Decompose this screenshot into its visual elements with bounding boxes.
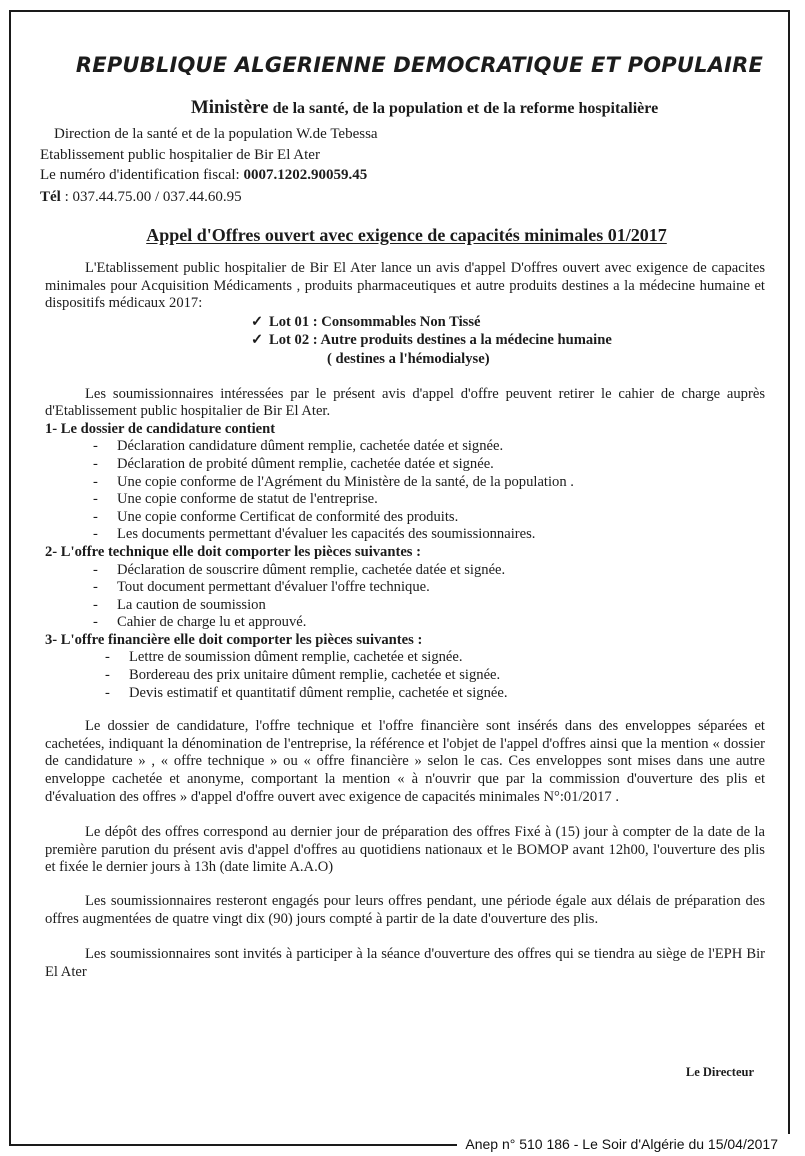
direction-line: Direction de la santé et de la population W.de Tebessa bbox=[54, 126, 378, 142]
list-item: - La caution de soumission bbox=[93, 597, 765, 615]
phone-line bbox=[40, 188, 242, 206]
envelopes-paragraph: Le dossier de candidature, l'offre technique et l'offre financière sont insérés dans des enveloppes séparées et cachetées, indiquant la dénomination de l'entreprise, la référence et l'objet de l'appel d'offres ainsi que la mention « dossier de candidature » , « offre technique » ou « offre financière » selon le cas. Ces enveloppes sont mises dans une autre enveloppe cachetée et anonyme, comportant la mention « à n'ouvrir que par la commission d'ouverture des plis et d'évaluation des offres » d'appel d'offre ouvert avec exigence de capacités minimales N°:01/2017 . bbox=[45, 718, 765, 805]
section-heading-financial: 3- L'offre financière elle doit comporter les pièces suivantes : bbox=[45, 631, 423, 648]
lot-label: Lot 01 : Consommables Non Tissé bbox=[269, 313, 481, 330]
check-icon: ✓ bbox=[251, 332, 264, 349]
notice-page bbox=[9, 10, 790, 1153]
tax-id-label: Le numéro d'identification fiscal: bbox=[40, 167, 244, 183]
notice-title bbox=[11, 224, 788, 246]
list-item: - Une copie conforme de statut de l'entreprise. bbox=[93, 491, 765, 509]
lot-label: Lot 02 : Autre produits destines a la médecine humaine bbox=[269, 332, 612, 349]
technical-list bbox=[45, 562, 765, 632]
list-item: - Tout document permettant d'évaluer l'offre technique. bbox=[93, 579, 765, 597]
list-item: - Lettre de soumission dûment remplie, cachetée et signée. bbox=[105, 649, 765, 667]
tax-id-line bbox=[40, 166, 367, 184]
list-item: - Une copie conforme Certificat de conformité des produits. bbox=[93, 509, 765, 527]
section-heading-candidature: 1- Le dossier de candidature contient bbox=[45, 420, 276, 437]
list-item: - Cahier de charge lu et approuvé. bbox=[93, 614, 765, 632]
establishment-line: Etablissement public hospitalier de Bir El Ater bbox=[40, 147, 320, 163]
candidature-list bbox=[45, 438, 765, 544]
phone-label: Tél bbox=[40, 189, 61, 205]
list-item: - Déclaration de souscrire dûment remplie, cachetée datée et signée. bbox=[93, 562, 765, 580]
phone-value: : 037.44.75.00 / 037.44.60.95 bbox=[60, 189, 242, 205]
lot2-subtitle: ( destines a l'hémodialyse) bbox=[327, 350, 490, 367]
ministry-rest: de la santé, de la population et de la reforme hospitalière bbox=[268, 100, 659, 117]
section-heading-technical: 2- L'offre technique elle doit comporter les pièces suivantes : bbox=[45, 543, 421, 560]
list-item: - Bordereau des prix unitaire dûment remplie, cachetée et signée. bbox=[105, 667, 765, 685]
list-item: - Une copie conforme de l'Agrément du Ministère de la santé, de la population . bbox=[93, 474, 765, 492]
invitation-paragraph: Les soumissionnaires sont invités à participer à la séance d'ouverture des offres qui se tiendra au siège de l'EPH Bir El Ater bbox=[45, 946, 765, 980]
list-item: - Déclaration candidature dûment remplie, cachetée datée et signée. bbox=[93, 438, 765, 456]
republic-title: REPUBLIQUE ALGERIENNE DEMOCRATIQUE ET POPULAIRE bbox=[75, 53, 764, 77]
financial-list bbox=[45, 649, 765, 702]
publication-footer: Anep n° 510 186 - Le Soir d'Algérie du 15/04/2017 bbox=[457, 1134, 790, 1154]
list-item: - Déclaration de probité dûment remplie, cachetée datée et signée. bbox=[93, 456, 765, 474]
ministry-lead: Ministère bbox=[190, 97, 269, 118]
intro-paragraph: L'Etablissement public hospitalier de Bir El Ater lance un avis d'appel D'offres ouvert avec exigence de capacites minimales pour Acquisition Médicaments , produits pharmaceutiques et autre produits destines a la médecine humaine et dispositifs médicaux 2017: bbox=[45, 260, 765, 312]
ministry-line bbox=[11, 98, 788, 119]
list-item: - Devis estimatif et quantitatif dûment remplie, cachetée et signée. bbox=[105, 685, 765, 703]
list-item: - Les documents permettant d'évaluer les capacités des soumissionnaires. bbox=[93, 526, 765, 544]
lots-list bbox=[251, 314, 765, 369]
lot-item bbox=[251, 314, 765, 332]
notice-body bbox=[45, 260, 765, 981]
check-icon: ✓ bbox=[251, 313, 264, 330]
withdraw-paragraph: Les soumissionnaires intéressées par le présent avis d'appel d'offre peuvent retirer le cahier de charge auprès d'Etablissement public hospitalier de Bir El Ater. bbox=[45, 385, 765, 420]
tax-id-value: 0007.1202.90059.45 bbox=[243, 167, 368, 183]
signature: Le Directeur bbox=[685, 1065, 754, 1079]
lot-item bbox=[251, 332, 765, 350]
notice-title-text: Appel d'Offres ouvert avec exigence de capacités minimales 01/2017 bbox=[146, 225, 667, 245]
deposit-paragraph: Le dépôt des offres correspond au dernier jour de préparation des offres Fixé à (15) jour à compter de la date de la première parution du présent avis d'appel d'offres au quotidiens nationaux et le BOMOP avant 12h00, l'ouverture des plis et fixée le dernier jours à 13h (date limite A.A.O) bbox=[45, 824, 765, 876]
engagement-paragraph: Les soumissionnaires resteront engagés pour leurs offres pendant, une période égale aux délais de préparation des offres augmentées de quatre vingt dix (90) jours compté à partir de la date d'ouverture des plis. bbox=[45, 893, 765, 927]
